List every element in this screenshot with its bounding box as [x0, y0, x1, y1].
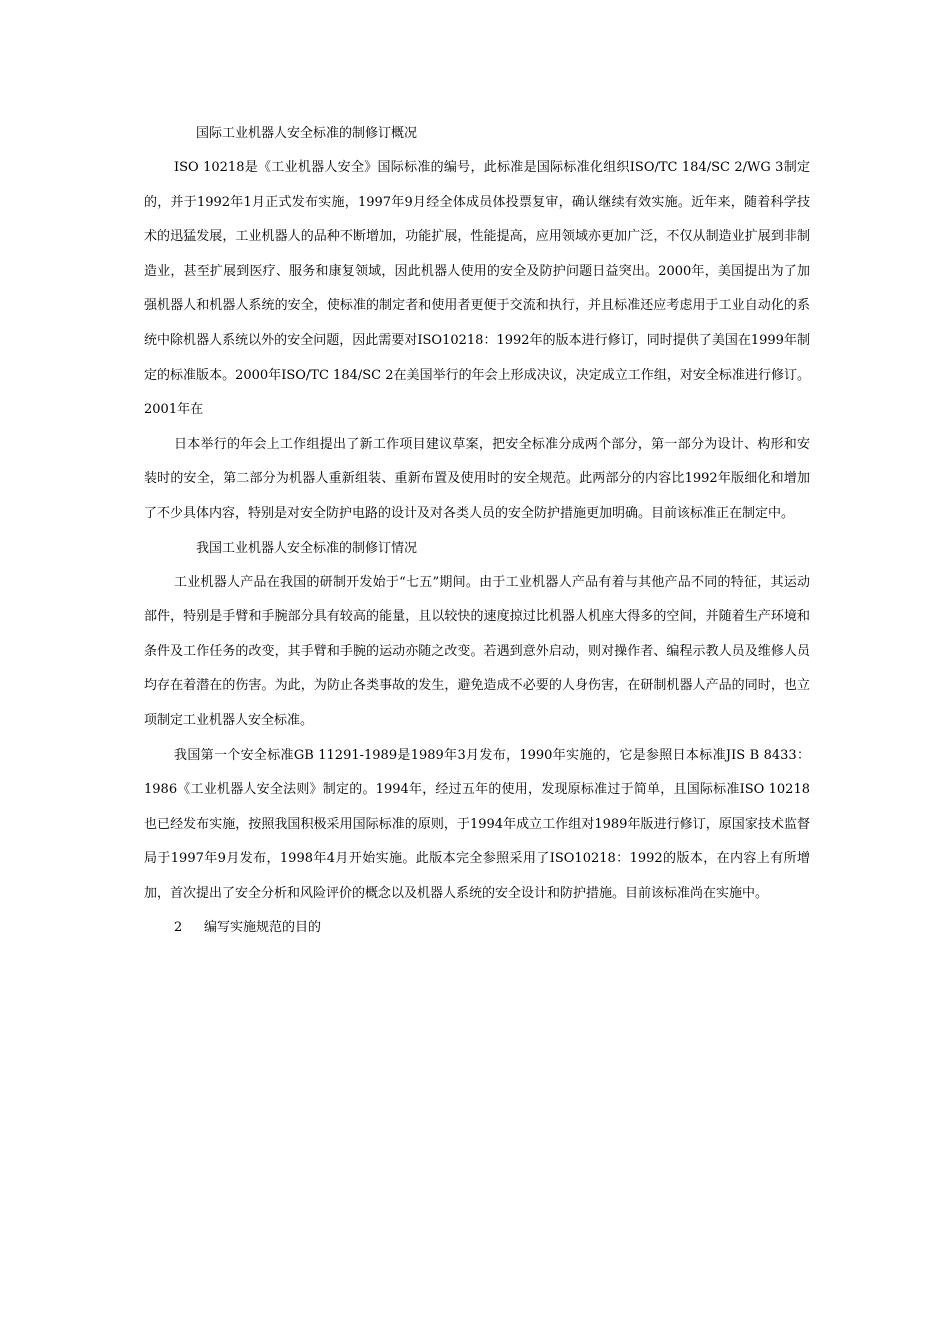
heading-china-standards: 我国工业机器人安全标准的制修订情况 [196, 540, 418, 556]
section-2-heading [144, 911, 810, 945]
paragraph-japan-meeting: 日本举行的年会上工作组提出了新工作项目建议草案，把安全标准分成两个部分，第一部分为设计、构形和安装时的安全，第二部分为机器人重新组装、重新布置及使用时的安全规范。此两部分的内容比1992年版细化和增加了不少具体内容，特别是对安全防护电路的设计及对各类人员的安全防护措施更加明确。目前该标准正在制定中。 [144, 436, 810, 521]
paragraph-china-development: 工业机器人产品在我国的研制开发始于“七五”期间。由于工业机器人产品有着与其他产品不同的特征，其运动部件，特别是手臂和手腕部分具有较高的能量，且以较快的速度掠过比机器人机座大得多的空间，并随着生产环境和条件及工作任务的改变，其手臂和手腕的运动亦随之改变。若遇到意外启动，则对操作者、编程示教人员及维修人员均存在着潜在的伤害。为此，为防止各类事故的发生，避免造成不必要的人身伤害，在研制机器人产品的同时，也立项制定工业机器人安全标准。 [144, 574, 810, 728]
document-page [144, 117, 810, 945]
section-title: 编写实施规范的目的 [204, 920, 322, 936]
paragraph-iso10218: ISO 10218是《工业机器人安全》国际标准的编号，此标准是国际标准化组织ISO/TC 184/SC 2/WG 3制定的，并于1992年1月正式发布实施，1997年9月经全体成员体投票复审，确认继续有效实施。近年来，随着科学技术的迅猛发展，工业机器人的品种不断增加，功能扩展，性能提高，应用领域亦更加广泛，不仅从制造业扩展到非制造业，甚至扩展到医疗、服务和康复领域，因此机器人使用的安全及防护问题日益突出。2000年，美国提出为了加强机器人和机器人系统的安全，使标准的制定者和使用者更便于交流和执行，并且标准还应考虑用于工业自动化的系统中除机器人系统以外的安全问题，因此需要对ISO10218：1992年的版本进行修订，同时提供了美国在1999年制定的标准版本。2000年ISO/TC 184/SC 2在美国举行的年会上形成决议，决定成立工作组，对安全标准进行修订。2001年在 [144, 160, 810, 418]
paragraph-gb11291: 我国第一个安全标准GB 11291-1989是1989年3月发布，1990年实施的，它是参照日本标准JIS B 8433：1986《工业机器人安全法则》制定的。1994年，经过五年的使用，发现原标准过于简单，且国际标准ISO 10218也已经发布实施，按照我国积极采用国际标准的原则，于1994年成立工作组对1989年版进行修订，原国家技术监督局于1997年9月发布，1998年4月开始实施。此版本完全参照采用了ISO10218：1992的版本，在内容上有所增加，首次提出了安全分析和风险评价的概念以及机器人系统的安全设计和防护措施。目前该标准尚在实施中。 [144, 747, 810, 901]
heading-international-standards: 国际工业机器人安全标准的制修订概况 [196, 126, 418, 141]
section-number: 2 [174, 920, 183, 936]
